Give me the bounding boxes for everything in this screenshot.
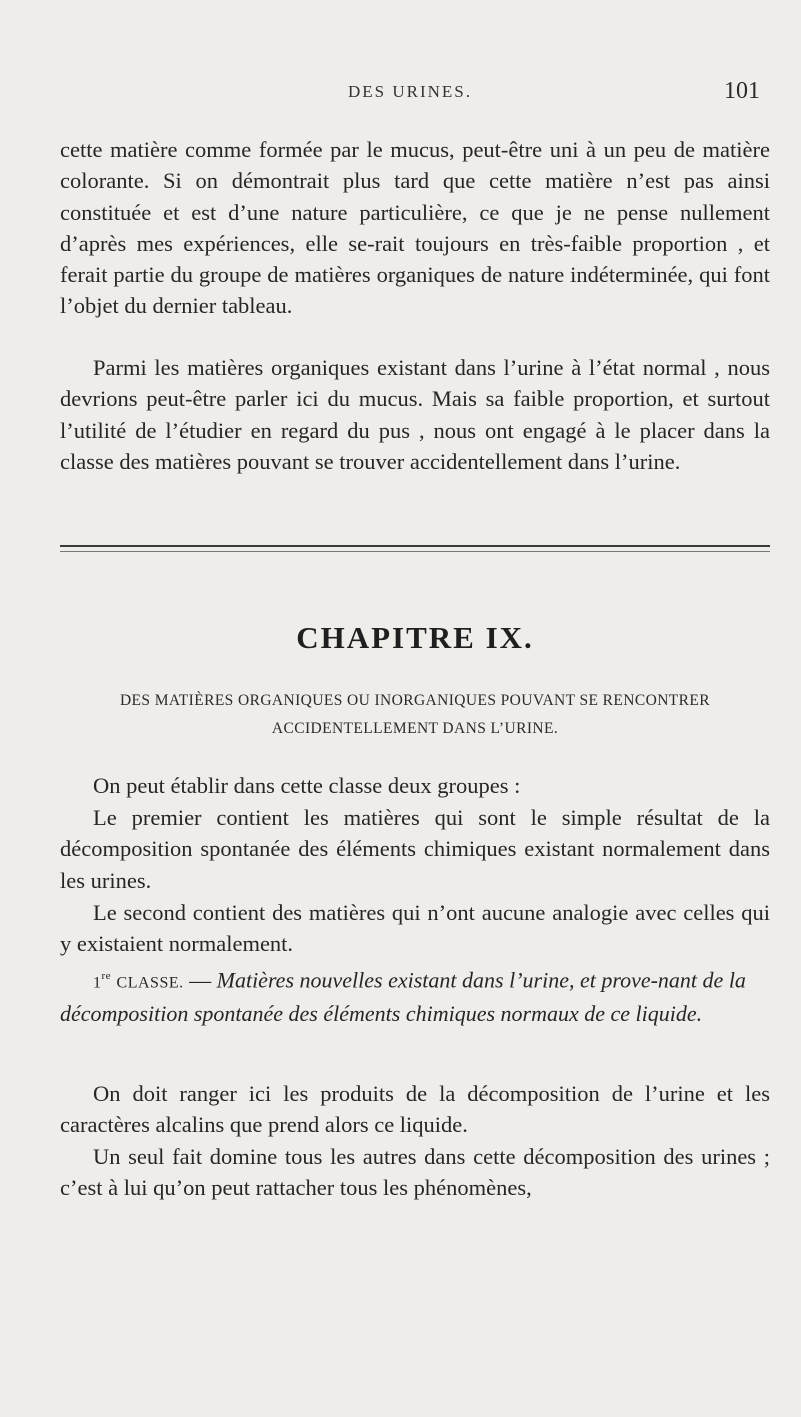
section-title: Matières nouvelles existant dans l’urine, et prove-nant de la décomposition spontanée des éléments chimiques normaux de ce liquide. (60, 967, 746, 1026)
page-number: 101 (724, 78, 760, 104)
paragraph-mucus: Parmi les matières organiques existant dans l’urine à l’état normal , nous devrions peut-être parler ici du mucus. Mais sa faible proportion, et surtout l’utilité de l’étudier en regard du pus , nous ont engagé à le placer dans la classe des matières pouvant se trouver accidentellement dans l’urine. (60, 355, 770, 474)
paragraph-continuation: cette matière comme formée par le mucus, peut-être uni à un peu de matière colorante. Si on démontrait plus tard que cette matière n’est pas ainsi constituée et est d’une nature particulière, ce que je ne pense nullement d’après mes expériences, elle se-rait toujours en très-faible proportion , et ferait partie du groupe de matières organiques de nature indéterminée, qui font l’objet du dernier tableau. (60, 137, 770, 319)
section-number: 1 (93, 974, 102, 992)
section-divider (60, 545, 770, 552)
running-title: DES URINES. (347, 82, 472, 101)
chapter-title: CHAPITRE IX. (296, 620, 534, 655)
chapter-subtitle-line2: ACCIDENTELLEMENT DANS L’URINE. (271, 720, 559, 737)
paragraph-second-group: Le second contient des matières qui n’ont aucune analogie avec celles qui y existaient normalement. (60, 900, 770, 957)
paragraph-first-group: Le premier contient les matières qui sont le simple résultat de la décomposition spontanée des éléments chimiques existant normalement dans les urines. (60, 805, 770, 893)
running-header (60, 78, 760, 114)
section-number-sup: re (101, 970, 112, 982)
section-label: CLASSE. (116, 974, 184, 992)
paragraph-single-fact: Un seul fait domine tous les autres dans cette décomposition des urines ; c’est à lui qu’on peut rattacher tous les phénomènes, (60, 1144, 770, 1201)
section-heading (60, 961, 770, 1029)
section-dash: — (183, 967, 217, 993)
paragraph-products: On doit ranger ici les produits de la décomposition de l’urine et les caractères alcalins que prend alors ce liquide. (60, 1081, 770, 1138)
paragraph-groups: On peut établir dans cette classe deux groupes : (93, 773, 521, 798)
chapter-subtitle-line1: DES MATIÈRES ORGANIQUES OU INORGANIQUES POUVANT SE RENCONTRER (119, 692, 711, 709)
